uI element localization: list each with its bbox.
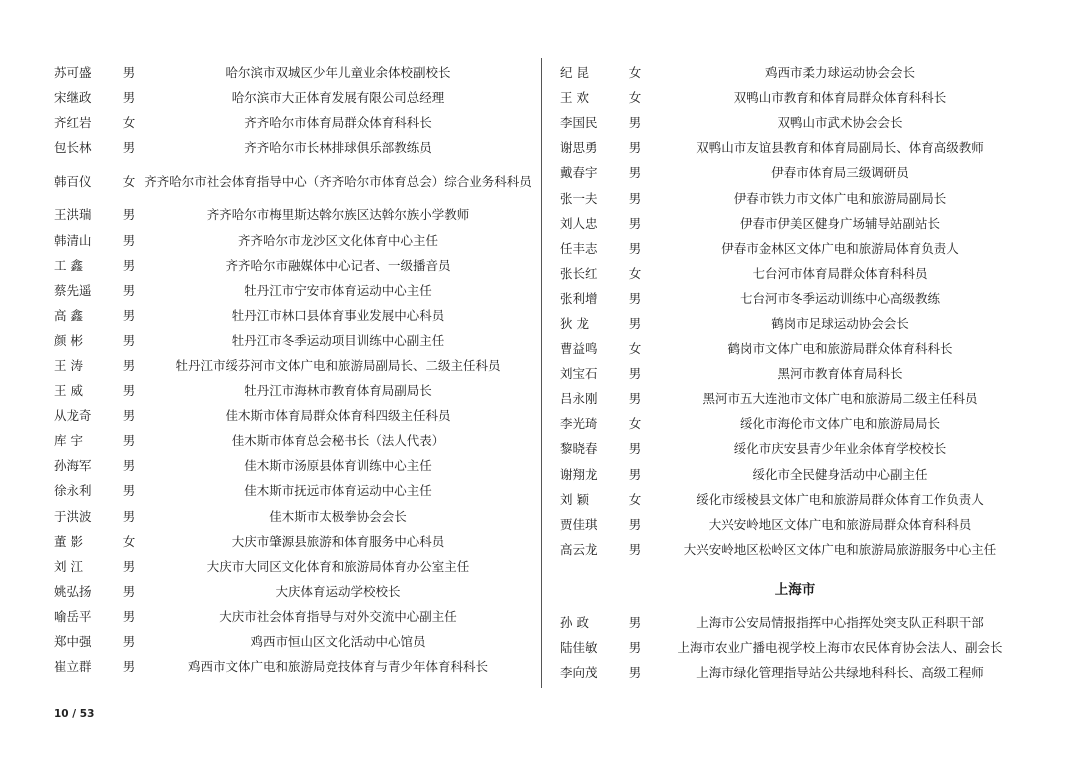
person-row xyxy=(560,537,1030,562)
person-name: 喻岳平 xyxy=(54,608,92,624)
person-name: 韩清山 xyxy=(54,232,92,248)
person-gender: 男 xyxy=(122,433,136,449)
person-row xyxy=(560,660,1030,685)
person-title: 伊春市伊美区健身广场辅导站副站长 xyxy=(739,215,940,231)
person-row xyxy=(54,504,532,529)
person-gender: 男 xyxy=(628,240,642,256)
person-row xyxy=(54,453,532,478)
person-gender: 男 xyxy=(628,290,642,306)
section-heading-shanghai: 上海市 xyxy=(774,581,816,598)
person-title: 鹤岗市文体广电和旅游局群众体育科科长 xyxy=(727,341,953,357)
person-row xyxy=(54,160,532,202)
person-gender: 男 xyxy=(122,282,136,298)
person-row xyxy=(560,610,1030,635)
person-title: 双鸭山市教育和体育局群众体育科科长 xyxy=(733,90,947,106)
person-row xyxy=(560,311,1030,336)
person-title: 鹤岗市足球运动协会会长 xyxy=(771,315,909,331)
person-title: 七台河市体育局群众体育科科员 xyxy=(752,265,928,281)
person-name: 蔡先遥 xyxy=(54,282,92,298)
person-title: 佳木斯市体育局群众体育科四级主任科员 xyxy=(225,408,451,424)
person-gender: 男 xyxy=(122,65,136,81)
person-name: 孙海军 xyxy=(54,458,92,474)
person-gender: 男 xyxy=(628,640,642,656)
person-title: 齐齐哈尔市龙沙区文化体育中心主任 xyxy=(237,232,438,248)
person-name: 从龙奇 xyxy=(54,408,92,424)
person-name: 高云龙 xyxy=(560,541,598,557)
person-title: 齐齐哈尔市社会体育指导中心（齐齐哈尔市体育总会）综合业务科科员 xyxy=(144,173,532,189)
person-name: 齐红岩 xyxy=(54,115,92,131)
person-gender: 男 xyxy=(628,315,642,331)
right-column xyxy=(560,60,1030,685)
person-title: 齐齐哈尔市长林排球俱乐部教练员 xyxy=(244,140,432,156)
person-title: 牡丹江市宁安市体育运动中心主任 xyxy=(244,282,432,298)
person-title: 佳木斯市体育总会秘书长（法人代表） xyxy=(231,433,445,449)
person-title: 绥化市海伦市文体广电和旅游局局长 xyxy=(739,416,940,432)
column-divider xyxy=(541,58,542,688)
person-gender: 男 xyxy=(122,383,136,399)
person-name: 刘人忠 xyxy=(560,215,598,231)
person-title: 鸡西市恒山区文化活动中心馆员 xyxy=(250,634,426,650)
person-gender: 男 xyxy=(628,516,642,532)
person-name: 颜 彬 xyxy=(54,332,83,348)
person-title: 伊春市体育局三级调研员 xyxy=(771,165,909,181)
person-gender: 男 xyxy=(122,140,136,156)
person-gender: 男 xyxy=(628,165,642,181)
person-name: 徐永利 xyxy=(54,483,92,499)
person-name: 张长红 xyxy=(560,265,598,281)
person-row xyxy=(54,604,532,629)
person-row xyxy=(560,211,1030,236)
person-name: 刘 江 xyxy=(54,558,83,574)
person-gender: 男 xyxy=(122,558,136,574)
person-gender: 男 xyxy=(122,357,136,373)
person-gender: 女 xyxy=(122,115,136,131)
person-title: 齐齐哈尔市梅里斯达斡尔族区达斡尔族小学教师 xyxy=(206,207,470,223)
person-gender: 男 xyxy=(628,665,642,681)
person-title: 佳木斯市汤原县体育训练中心主任 xyxy=(244,458,432,474)
person-name: 宋继政 xyxy=(54,90,92,106)
person-title: 牡丹江市林口县体育事业发展中心科员 xyxy=(231,307,445,323)
person-gender: 男 xyxy=(122,307,136,323)
person-row xyxy=(54,403,532,428)
person-title: 大兴安岭地区松岭区文体广电和旅游局旅游服务中心主任 xyxy=(683,541,997,557)
person-row xyxy=(54,110,532,135)
person-name: 刘 颖 xyxy=(560,491,589,507)
person-row xyxy=(560,436,1030,461)
person-row xyxy=(54,629,532,654)
person-gender: 男 xyxy=(628,140,642,156)
person-title: 齐齐哈尔市融媒体中心记者、一级播音员 xyxy=(225,257,451,273)
person-name: 于洪波 xyxy=(54,508,92,524)
person-gender: 男 xyxy=(628,466,642,482)
person-gender: 女 xyxy=(628,65,642,81)
person-title: 牡丹江市海林市教育体育局副局长 xyxy=(244,383,432,399)
person-name: 王 涛 xyxy=(54,357,83,373)
person-gender: 男 xyxy=(628,215,642,231)
person-name: 李国民 xyxy=(560,115,598,131)
person-title: 齐齐哈尔市体育局群众体育科科长 xyxy=(244,115,432,131)
person-row xyxy=(54,253,532,278)
person-name: 董 影 xyxy=(54,533,83,549)
person-title: 上海市绿化管理指导站公共绿地科科长、高级工程师 xyxy=(696,665,984,681)
person-row xyxy=(54,135,532,160)
person-title: 佳木斯市抚远市体育运动中心主任 xyxy=(244,483,432,499)
person-name: 谢思勇 xyxy=(560,140,598,156)
person-title: 七台河市冬季运动训练中心高级教练 xyxy=(739,290,940,306)
person-name: 王洪瑞 xyxy=(54,207,92,223)
person-row xyxy=(560,487,1030,512)
person-gender: 女 xyxy=(122,533,136,549)
person-gender: 男 xyxy=(122,583,136,599)
person-title: 上海市农业广播电视学校上海市农民体育协会法人、副会长 xyxy=(677,640,1003,656)
person-name: 黎晓春 xyxy=(560,441,598,457)
person-gender: 男 xyxy=(628,391,642,407)
person-row xyxy=(560,85,1030,110)
person-title: 鸡西市柔力球运动协会会长 xyxy=(764,65,915,81)
person-name: 谢翔龙 xyxy=(560,466,598,482)
person-row xyxy=(560,160,1030,185)
person-name: 李光琦 xyxy=(560,416,598,432)
shanghai-rows xyxy=(560,610,1030,685)
person-title: 伊春市铁力市文体广电和旅游局副局长 xyxy=(733,190,947,206)
person-name: 贾佳琪 xyxy=(560,516,598,532)
person-gender: 女 xyxy=(628,265,642,281)
person-name: 纪 昆 xyxy=(560,65,589,81)
person-title: 黑河市五大连池市文体广电和旅游局二级主任科员 xyxy=(702,391,978,407)
person-name: 吕永刚 xyxy=(560,391,598,407)
person-row xyxy=(54,428,532,453)
person-title: 双鸭山市友谊县教育和体育局副局长、体育高级教师 xyxy=(696,140,984,156)
person-name: 王 欢 xyxy=(560,90,589,106)
person-row xyxy=(560,411,1030,436)
person-row xyxy=(560,60,1030,85)
person-row xyxy=(54,85,532,110)
person-name: 孙 政 xyxy=(560,614,589,630)
person-gender: 男 xyxy=(122,659,136,675)
person-name: 苏可盛 xyxy=(54,65,92,81)
person-row xyxy=(54,278,532,303)
person-gender: 女 xyxy=(628,491,642,507)
person-gender: 男 xyxy=(628,366,642,382)
person-title: 大庆市大同区文化体育和旅游局体育办公室主任 xyxy=(206,558,470,574)
person-row xyxy=(560,386,1030,411)
person-title: 大庆体育运动学校校长 xyxy=(275,583,401,599)
person-row xyxy=(560,336,1030,361)
person-name: 狄 龙 xyxy=(560,315,589,331)
person-name: 刘宝石 xyxy=(560,366,598,382)
page-number: 10 / 53 xyxy=(54,708,95,720)
person-row xyxy=(560,286,1030,311)
person-name: 韩百仪 xyxy=(54,173,92,189)
person-name: 库 宇 xyxy=(54,433,83,449)
right-column-rows xyxy=(560,60,1030,562)
person-gender: 男 xyxy=(122,608,136,624)
person-row xyxy=(54,353,532,378)
person-row xyxy=(54,202,532,227)
person-title: 绥化市绥棱县文体广电和旅游局群众体育工作负责人 xyxy=(696,491,984,507)
person-name: 崔立群 xyxy=(54,659,92,675)
person-title: 黑河市教育体育局科长 xyxy=(777,366,903,382)
person-gender: 女 xyxy=(628,341,642,357)
person-row xyxy=(54,378,532,403)
person-row xyxy=(560,185,1030,210)
person-gender: 男 xyxy=(122,232,136,248)
person-name: 郑中强 xyxy=(54,634,92,650)
person-row xyxy=(54,303,532,328)
person-name: 姚弘扬 xyxy=(54,583,92,599)
person-gender: 女 xyxy=(628,90,642,106)
person-name: 张利增 xyxy=(560,290,598,306)
left-column xyxy=(54,60,532,679)
person-row xyxy=(560,512,1030,537)
person-name: 王 威 xyxy=(54,383,83,399)
person-name: 曹益鸣 xyxy=(560,341,598,357)
person-name: 包长林 xyxy=(54,140,92,156)
person-title: 双鸭山市武术协会会长 xyxy=(777,115,903,131)
person-gender: 男 xyxy=(628,614,642,630)
person-row xyxy=(54,554,532,579)
person-name: 李向茂 xyxy=(560,665,598,681)
person-row xyxy=(560,635,1030,660)
person-name: 工 鑫 xyxy=(54,257,83,273)
person-gender: 男 xyxy=(122,408,136,424)
person-gender: 女 xyxy=(122,173,136,189)
person-row xyxy=(560,135,1030,160)
person-row xyxy=(560,261,1030,286)
person-row xyxy=(560,462,1030,487)
person-gender: 男 xyxy=(122,332,136,348)
person-gender: 男 xyxy=(628,541,642,557)
person-row xyxy=(54,654,532,679)
person-name: 陆佳敏 xyxy=(560,640,598,656)
person-row xyxy=(560,110,1030,135)
person-row xyxy=(560,361,1030,386)
person-title: 上海市公安局情报指挥中心指挥处突支队正科职干部 xyxy=(696,614,984,630)
person-name: 戴春宇 xyxy=(560,165,598,181)
person-row xyxy=(54,478,532,503)
person-title: 大庆市社会体育指导与对外交流中心副主任 xyxy=(219,608,457,624)
person-title: 牡丹江市绥芬河市文体广电和旅游局副局长、二级主任科员 xyxy=(175,357,501,373)
person-row xyxy=(54,529,532,554)
person-row xyxy=(54,60,532,85)
person-gender: 男 xyxy=(122,458,136,474)
person-gender: 男 xyxy=(628,190,642,206)
person-row xyxy=(54,328,532,353)
person-gender: 男 xyxy=(628,115,642,131)
person-gender: 男 xyxy=(628,441,642,457)
person-row xyxy=(54,579,532,604)
person-title: 牡丹江市冬季运动项目训练中心副主任 xyxy=(231,332,445,348)
person-title: 哈尔滨市双城区少年儿童业余体校副校长 xyxy=(225,65,451,81)
person-title: 绥化市全民健身活动中心副主任 xyxy=(752,466,928,482)
person-gender: 男 xyxy=(122,634,136,650)
person-gender: 男 xyxy=(122,90,136,106)
person-name: 张一夫 xyxy=(560,190,598,206)
person-gender: 男 xyxy=(122,508,136,524)
person-title: 伊春市金林区文体广电和旅游局体育负责人 xyxy=(721,240,959,256)
person-row xyxy=(560,236,1030,261)
person-title: 绥化市庆安县青少年业余体育学校校长 xyxy=(733,441,947,457)
person-title: 大兴安岭地区文体广电和旅游局群众体育科科员 xyxy=(708,516,972,532)
person-title: 哈尔滨市大正体育发展有限公司总经理 xyxy=(231,90,445,106)
person-gender: 男 xyxy=(122,207,136,223)
person-gender: 男 xyxy=(122,257,136,273)
person-title: 佳木斯市太极拳协会会长 xyxy=(269,508,407,524)
person-title: 鸡西市文体广电和旅游局竞技体育与青少年体育科科长 xyxy=(187,659,488,675)
person-title: 大庆市肇源县旅游和体育服务中心科员 xyxy=(231,533,445,549)
person-row xyxy=(54,227,532,252)
person-gender: 男 xyxy=(122,483,136,499)
person-gender: 女 xyxy=(628,416,642,432)
person-name: 高 鑫 xyxy=(54,307,83,323)
person-name: 任丰志 xyxy=(560,240,598,256)
